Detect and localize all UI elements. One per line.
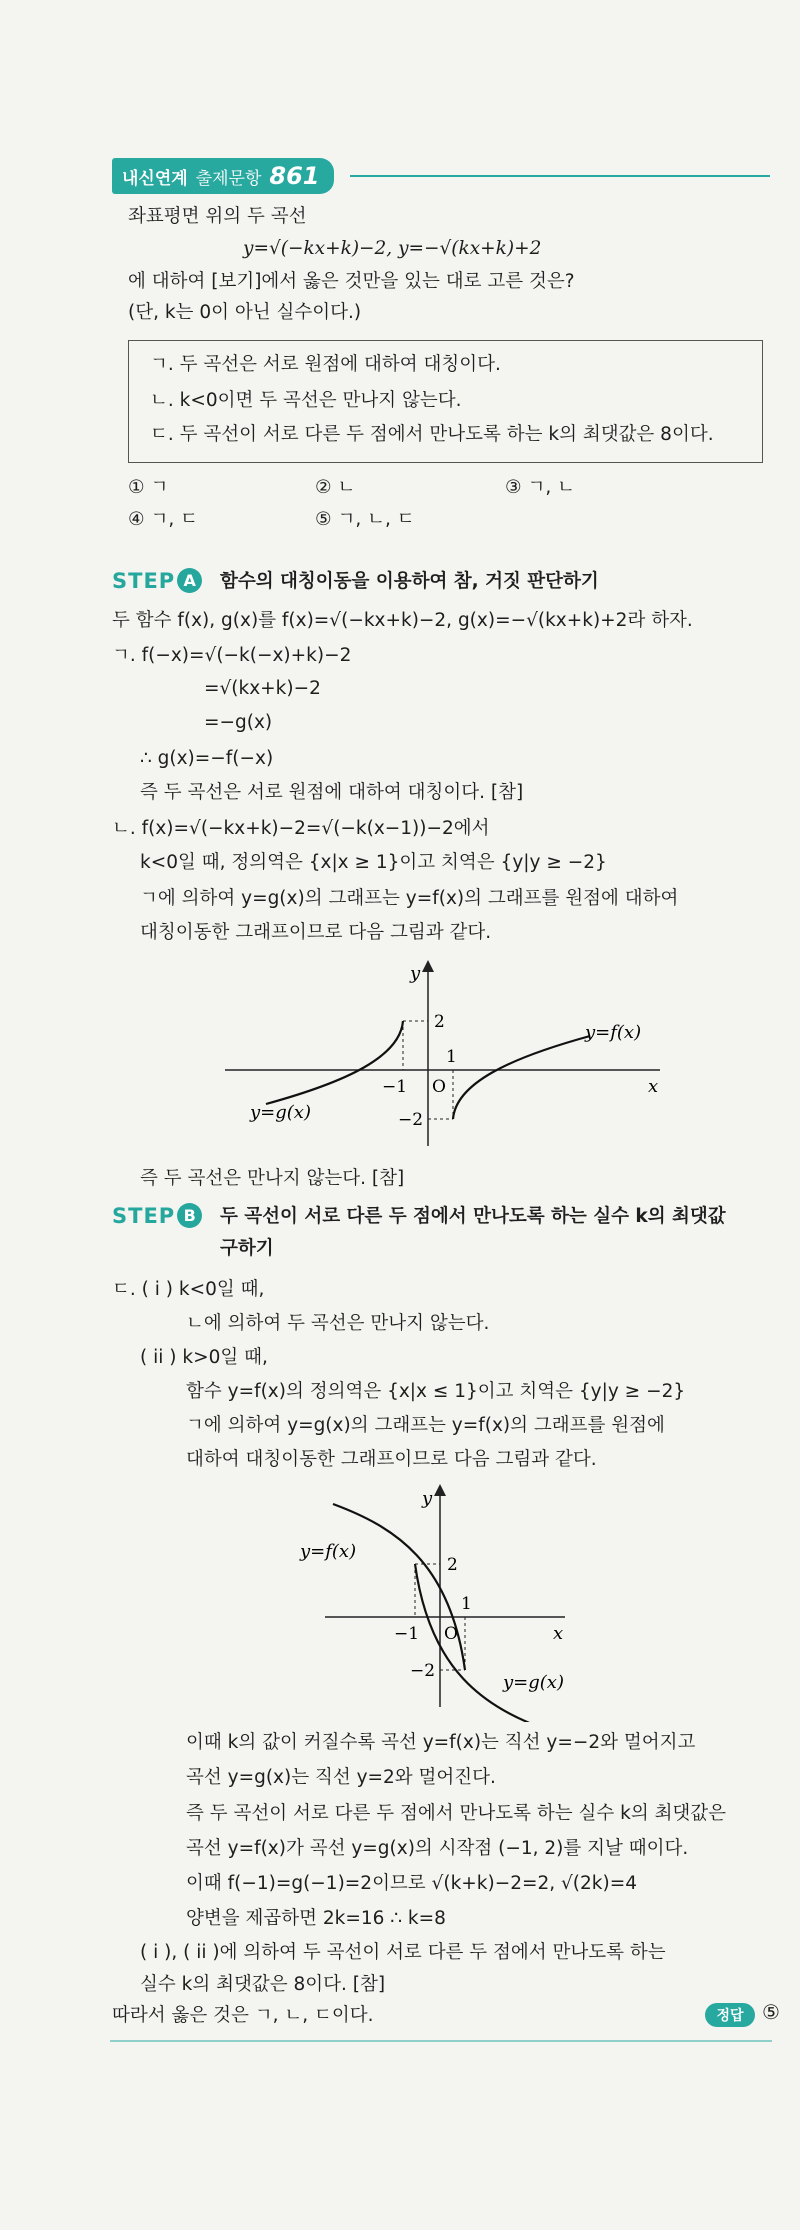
curve-g: [415, 1564, 547, 1722]
f-label: y=f(x): [300, 1541, 357, 1562]
tick-m2: −2: [410, 1661, 436, 1681]
choice-2[interactable]: ② ㄴ: [315, 477, 356, 498]
step-b-line-11: 이때 f(−1)=g(−1)=2이므로 √(k+k)−2=2, √(2k)=4: [186, 1873, 637, 1894]
problem-equation: y=√(−kx+k)−2, y=−√(kx+k)+2: [243, 238, 542, 259]
step-a-line-7: ㄴ. f(x)=√(−kx+k)−2=√(−k(x−1))−2에서: [112, 818, 490, 839]
choice-4[interactable]: ④ ㄱ, ㄷ: [128, 509, 198, 530]
step-b-line-14: 실수 k의 최댓값은 8이다. [참]: [140, 1974, 386, 1995]
f-label: y=f(x): [585, 1022, 642, 1043]
choice-3[interactable]: ③ ㄱ, ㄴ: [505, 477, 575, 498]
badge-label: 내신연계: [122, 168, 188, 189]
step-b-line-10: 곡선 y=f(x)가 곡선 y=g(x)의 시작점 (−1, 2)를 지날 때이다.: [186, 1838, 689, 1859]
step-b-line-12: 양변을 제곱하면 2k=16 ∴ k=8: [186, 1908, 446, 1929]
y-axis-label: y: [422, 1488, 433, 1509]
tick-2: 2: [447, 1555, 458, 1575]
step-a-line-1: 두 함수 f(x), g(x)를 f(x)=√(−kx+k)−2, g(x)=−√(kx+k)+2라 하자.: [112, 610, 693, 631]
tick-m1: −1: [382, 1077, 408, 1097]
header-rule: [350, 175, 770, 177]
answer-badge: 정답: [705, 2003, 755, 2027]
step-b-title-1: 두 곡선이 서로 다른 두 점에서 만나도록 하는 실수 k의 최댓값: [220, 1206, 726, 1227]
step-a-label: [112, 568, 202, 593]
tick-2: 2: [434, 1012, 445, 1032]
step-b-title-2: 구하기: [220, 1238, 274, 1259]
origin: O: [432, 1077, 446, 1097]
g-label: y=g(x): [250, 1102, 311, 1123]
step-a-line-10: 대칭이동한 그래프이므로 다음 그림과 같다.: [140, 922, 492, 943]
graph-1: [220, 958, 680, 1153]
choice-5[interactable]: ⑤ ㄱ, ㄴ, ㄷ: [315, 509, 415, 530]
bogi-item-3: ㄷ. 두 곡선이 서로 다른 두 점에서 만나도록 하는 k의 최댓값은 8이다.: [150, 424, 714, 445]
bottom-rule: [110, 2040, 772, 2042]
graph-2: [285, 1482, 605, 1722]
step-a-line-4: =−g(x): [204, 712, 273, 733]
step-a-line-9: ㄱ에 의하여 y=g(x)의 그래프는 y=f(x)의 그래프를 원점에 대하여: [140, 888, 679, 909]
tick-1: 1: [461, 1594, 472, 1614]
curve-f: [453, 1036, 590, 1119]
step-b-line-1: ㄷ. ( i ) k<0일 때,: [112, 1279, 265, 1300]
step-a-line-3: =√(kx+k)−2: [204, 678, 321, 699]
step-a-line-6: 즉 두 곡선은 서로 원점에 대하여 대칭이다. [참]: [140, 782, 524, 803]
step-b-line-6: 대하여 대칭이동한 그래프이므로 다음 그림과 같다.: [186, 1449, 597, 1470]
conclusion: 따라서 옳은 것은 ㄱ, ㄴ, ㄷ이다.: [112, 2005, 374, 2026]
step-a-letter: A: [177, 568, 202, 593]
tick-m1: −1: [394, 1624, 420, 1644]
origin: O: [444, 1624, 458, 1644]
step-a-line-5: ∴ g(x)=−f(−x): [140, 748, 274, 769]
bogi-item-1: ㄱ. 두 곡선은 서로 원점에 대하여 대칭이다.: [150, 354, 501, 375]
badge-number: 861: [269, 162, 320, 190]
step-b-line-7: 이때 k의 값이 커질수록 곡선 y=f(x)는 직선 y=−2와 멀어지고: [186, 1732, 696, 1753]
step-a-title: 함수의 대칭이동을 이용하여 참, 거짓 판단하기: [220, 571, 599, 592]
step-a-text: STEP: [112, 568, 176, 593]
x-axis-label: x: [648, 1076, 659, 1097]
problem-line-1: 좌표평면 위의 두 곡선: [128, 206, 307, 227]
step-b-line-3: ( ii ) k>0일 때,: [140, 1347, 268, 1368]
step-b-line-2: ㄴ에 의하여 두 곡선은 만나지 않는다.: [186, 1313, 490, 1334]
problem-badge: [112, 158, 334, 194]
g-label: y=g(x): [503, 1672, 564, 1693]
step-b-line-13: ( i ), ( ii )에 의하여 두 곡선이 서로 다른 두 점에서 만나도록 하는: [140, 1942, 666, 1963]
step-b-line-9: 즉 두 곡선이 서로 다른 두 점에서 만나도록 하는 실수 k의 최댓값은: [186, 1803, 727, 1824]
problem-line-3: 에 대하여 [보기]에서 옳은 것만을 있는 대로 고른 것은?: [128, 271, 575, 292]
badge-sub: 출제문항: [195, 168, 262, 189]
step-b-letter: B: [177, 1203, 202, 1228]
x-axis-label: x: [553, 1623, 564, 1644]
step-a-line-8: k<0일 때, 정의역은 {x|x ≥ 1}이고 치역은 {y|y ≥ −2}: [140, 852, 607, 873]
step-b-line-5: ㄱ에 의하여 y=g(x)의 그래프는 y=f(x)의 그래프를 원점에: [186, 1415, 665, 1436]
choice-1[interactable]: ① ㄱ: [128, 477, 169, 498]
answer-value: ⑤: [762, 2000, 780, 2024]
bogi-item-2: ㄴ. k<0이면 두 곡선은 만나지 않는다.: [150, 390, 462, 411]
step-a-line-2: ㄱ. f(−x)=√(−k(−x)+k)−2: [112, 645, 352, 666]
curve-f: [333, 1504, 465, 1670]
step-b-line-8: 곡선 y=g(x)는 직선 y=2와 멀어진다.: [186, 1767, 496, 1788]
step-b-line-4: 함수 y=f(x)의 정의역은 {x|x ≤ 1}이고 치역은 {y|y ≥ −2}: [186, 1381, 686, 1402]
tick-1: 1: [446, 1047, 457, 1067]
y-axis-label: y: [410, 963, 421, 984]
step-b-text: STEP: [112, 1203, 176, 1228]
problem-line-4: (단, k는 0이 아닌 실수이다.): [128, 302, 362, 323]
tick-m2: −2: [398, 1110, 424, 1130]
step-b-label: [112, 1203, 202, 1228]
step-a-line-11: 즉 두 곡선은 만나지 않는다. [참]: [140, 1168, 405, 1189]
